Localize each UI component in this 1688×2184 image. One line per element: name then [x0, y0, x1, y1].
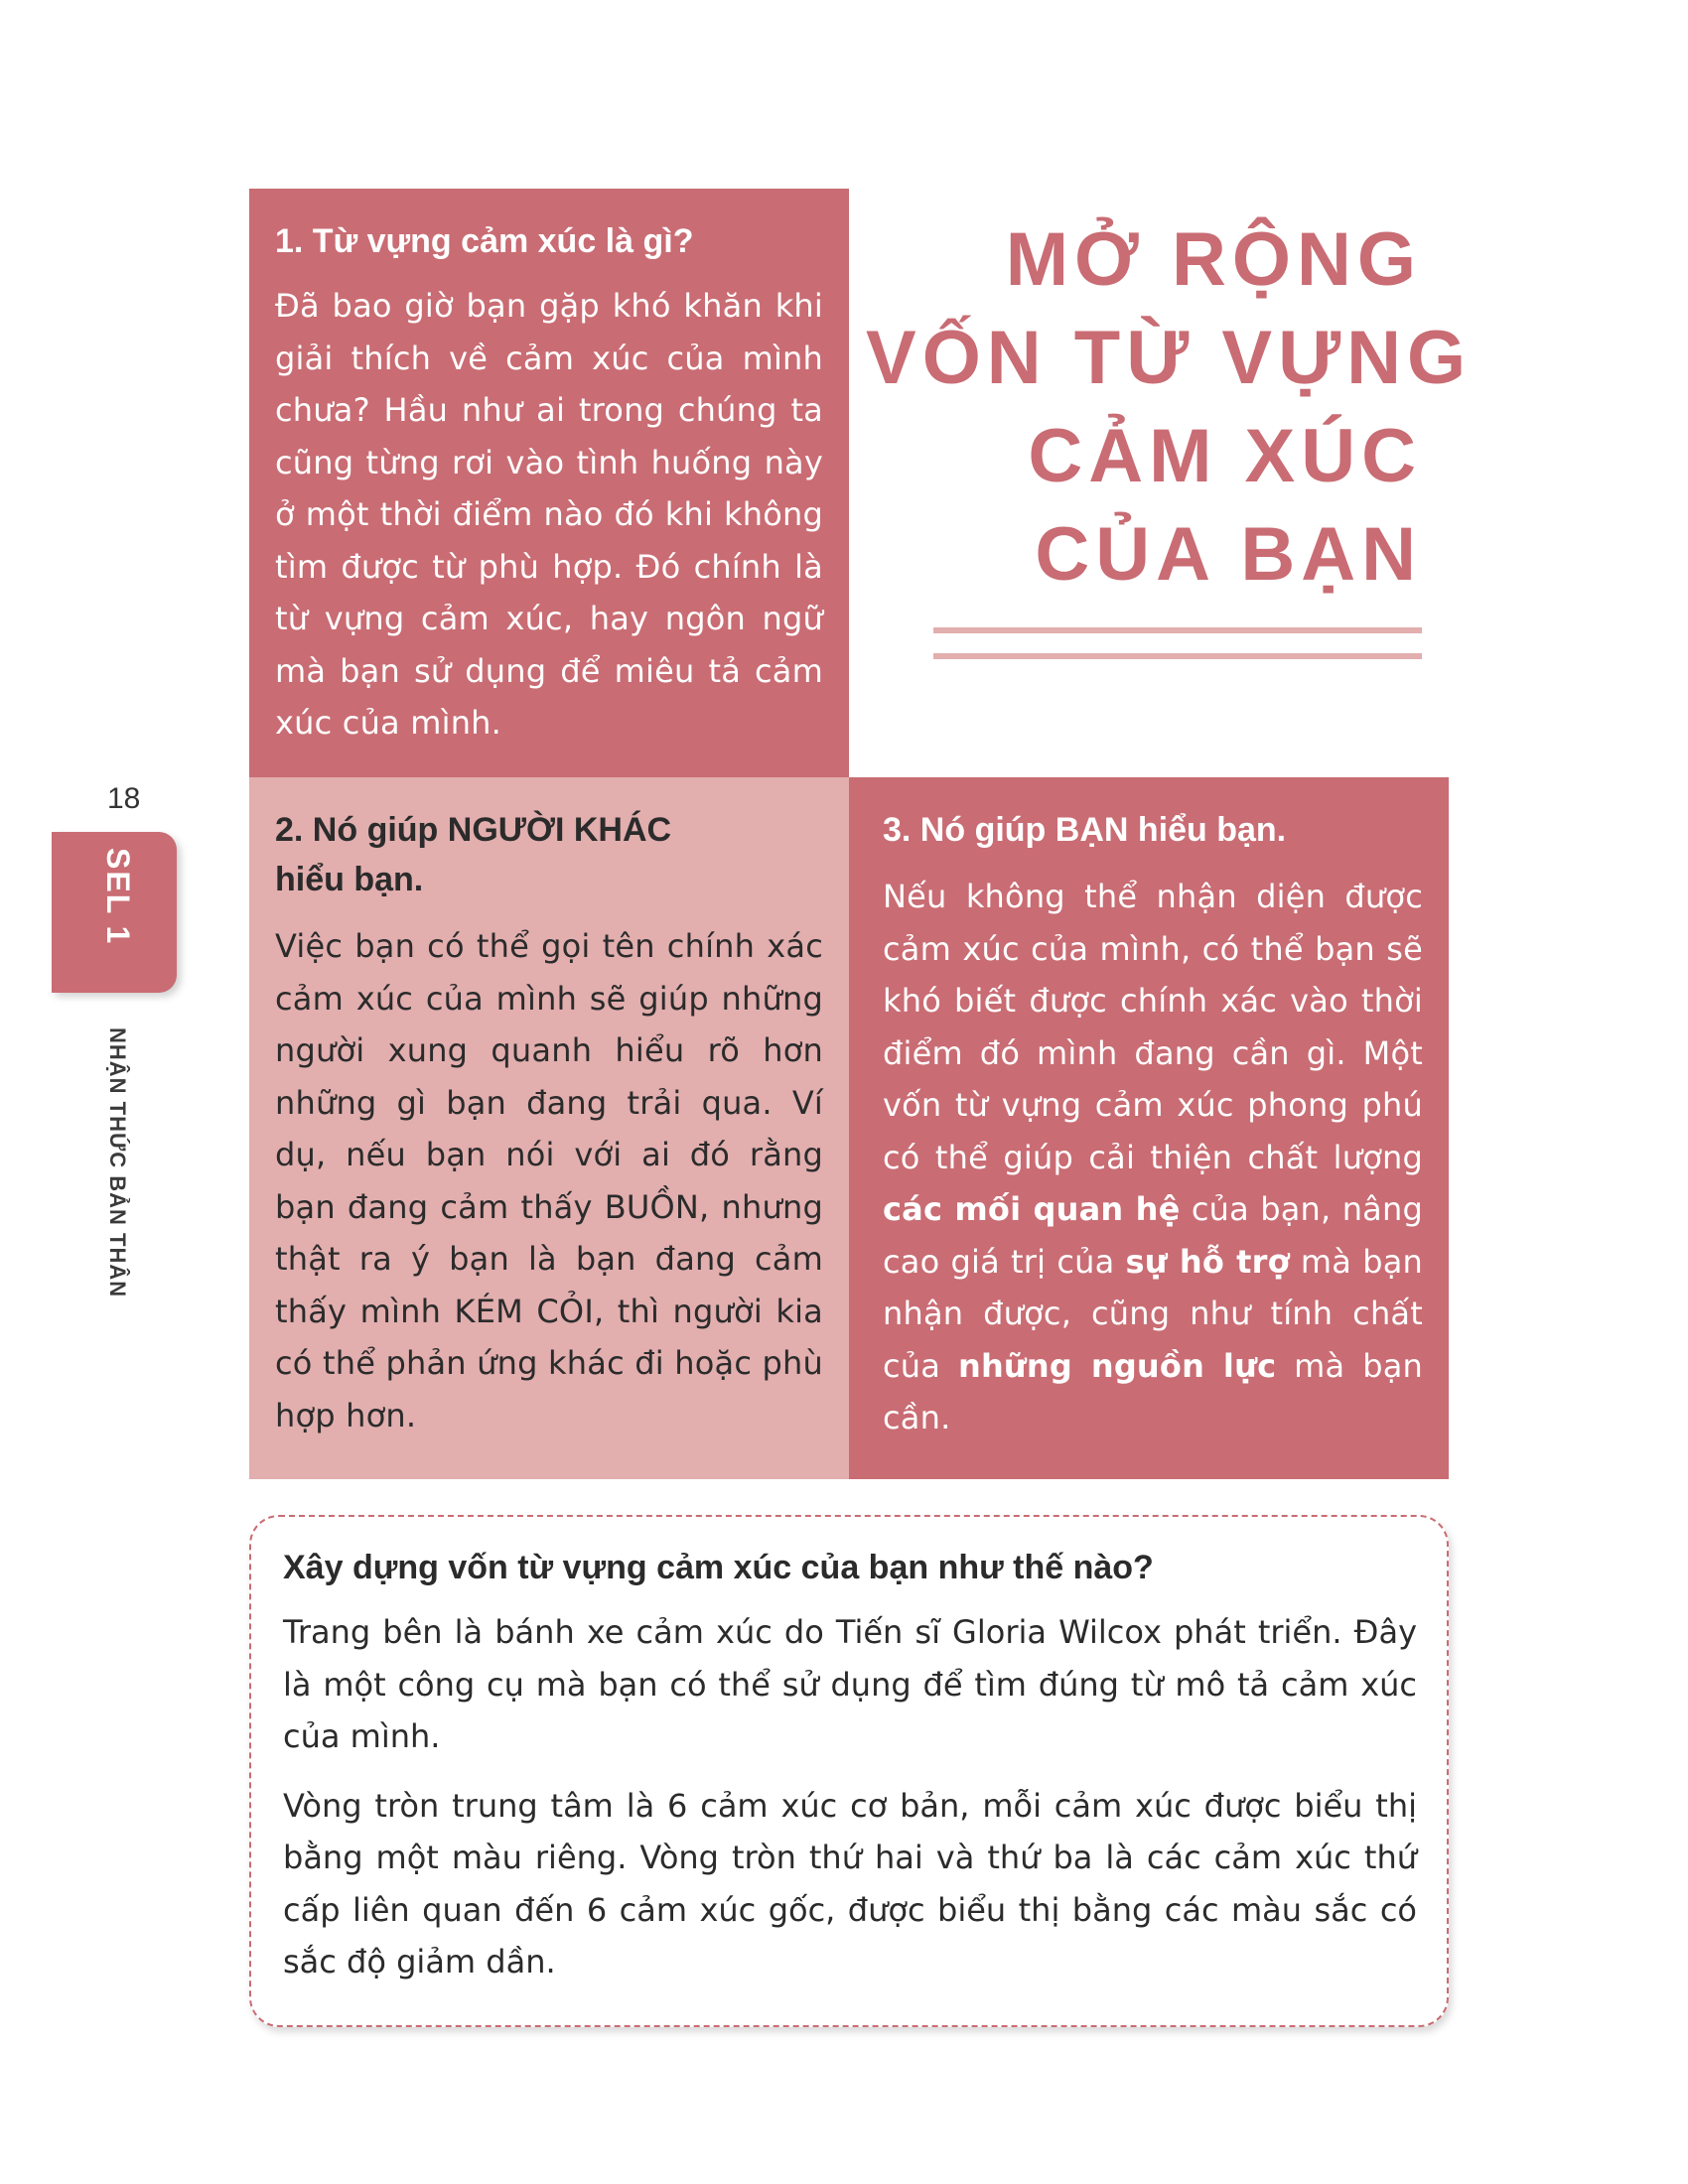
chapter-tab-label: SEL 1 [100, 848, 136, 946]
title-line-3: CẢM XÚC [1028, 414, 1422, 498]
section3-text-part-4: mà bạn cần. [883, 1346, 1423, 1436]
section2-text: Việc bạn có thể gọi tên chính xác cảm xúc của mình sẽ giúp những người xung quanh hiểu rõ hơn những gì bạn đang trải qua. Ví dụ, nếu bạn nói với ai đó rằng bạn đang cảm thấy BUỒN, nhưng thật ra ý bạn là bạn đang cảm thấy mình KÉM CỎI, thì người kia có thể phản ứng khác đi hoặc phù hợp hơn. [275, 927, 823, 1434]
section3-text-part-1: Nếu không thể nhận diện được cảm xúc của mình, có thể bạn sẽ khó biết được chính xác vào thời điểm đó mình đang cần gì. Một vốn từ vựng cảm xúc phong phú có thể giúp cải thiện chất lượng [883, 878, 1423, 1176]
section-what-is-emotional-vocabulary [249, 189, 849, 777]
section1-heading: 1. Từ vựng cảm xúc là gì? [275, 222, 694, 260]
section-helps-you [849, 777, 1449, 1479]
title-line-4: CỦA BẠN [1035, 512, 1422, 597]
title-divider-bottom [933, 653, 1422, 659]
how-to-paragraph-1: Trang bên là bánh xe cảm xúc do Tiến sĩ Gloria Wilcox phát triển. Đây là một công cụ mà bạn có thể sử dụng để tìm đúng từ mô tả cảm xúc của mình. [283, 1613, 1417, 1755]
section3-text-part-3: mà bạn nhận được, cũng như tính chất của [883, 1242, 1423, 1385]
page-title [866, 210, 1473, 604]
section2-heading: 2. Nó giúp NGƯỜI KHÁC hiểu bạn. [275, 811, 672, 898]
title-line-1: MỞ RỘNG [1005, 217, 1422, 302]
title-line-2: VỐN TỪ VỰNG [866, 316, 1473, 400]
how-to-build-box [249, 1515, 1449, 2027]
title-divider-top [933, 627, 1422, 633]
page-number: 18 [107, 782, 141, 815]
section3-bold-resources: những nguồn lực [957, 1346, 1277, 1385]
how-to-heading: Xây dựng vốn từ vựng cảm xúc của bạn như thế nào? [283, 1549, 1154, 1586]
chapter-side-title: NHẬN THỨC BẢN THÂN [105, 1027, 130, 1298]
section1-text: Đã bao giờ bạn gặp khó khăn khi giải thích về cảm xúc của mình chưa? Hầu như ai trong chúng ta cũng từng rơi vào tình huống này ở một thời điểm nào đó khi không tìm được từ phù hợp. Đó chính là từ vựng cảm xúc, hay ngôn ngữ mà bạn sử dụng để miêu tả cảm xúc của mình. [275, 287, 823, 742]
section3-text-part-2: của bạn, nâng cao giá trị của [883, 1190, 1423, 1281]
how-to-paragraph-2: Vòng tròn trung tâm là 6 cảm xúc cơ bản, mỗi cảm xúc được biểu thị bằng một màu riêng. Vòng tròn thứ hai và thứ ba là các cảm xúc thứ cấp liên quan đến 6 cảm xúc gốc, được biểu thị bằng các màu sắc có sắc độ giảm dần. [283, 1786, 1417, 1980]
section3-text [883, 871, 1423, 1444]
section-helps-others [249, 777, 849, 1479]
section3-bold-relationships: các mối quan hệ [883, 1190, 1181, 1228]
section3-heading: 3. Nó giúp BẠN hiểu bạn. [883, 811, 1287, 849]
section3-bold-support: sự hỗ trợ [1125, 1242, 1290, 1281]
